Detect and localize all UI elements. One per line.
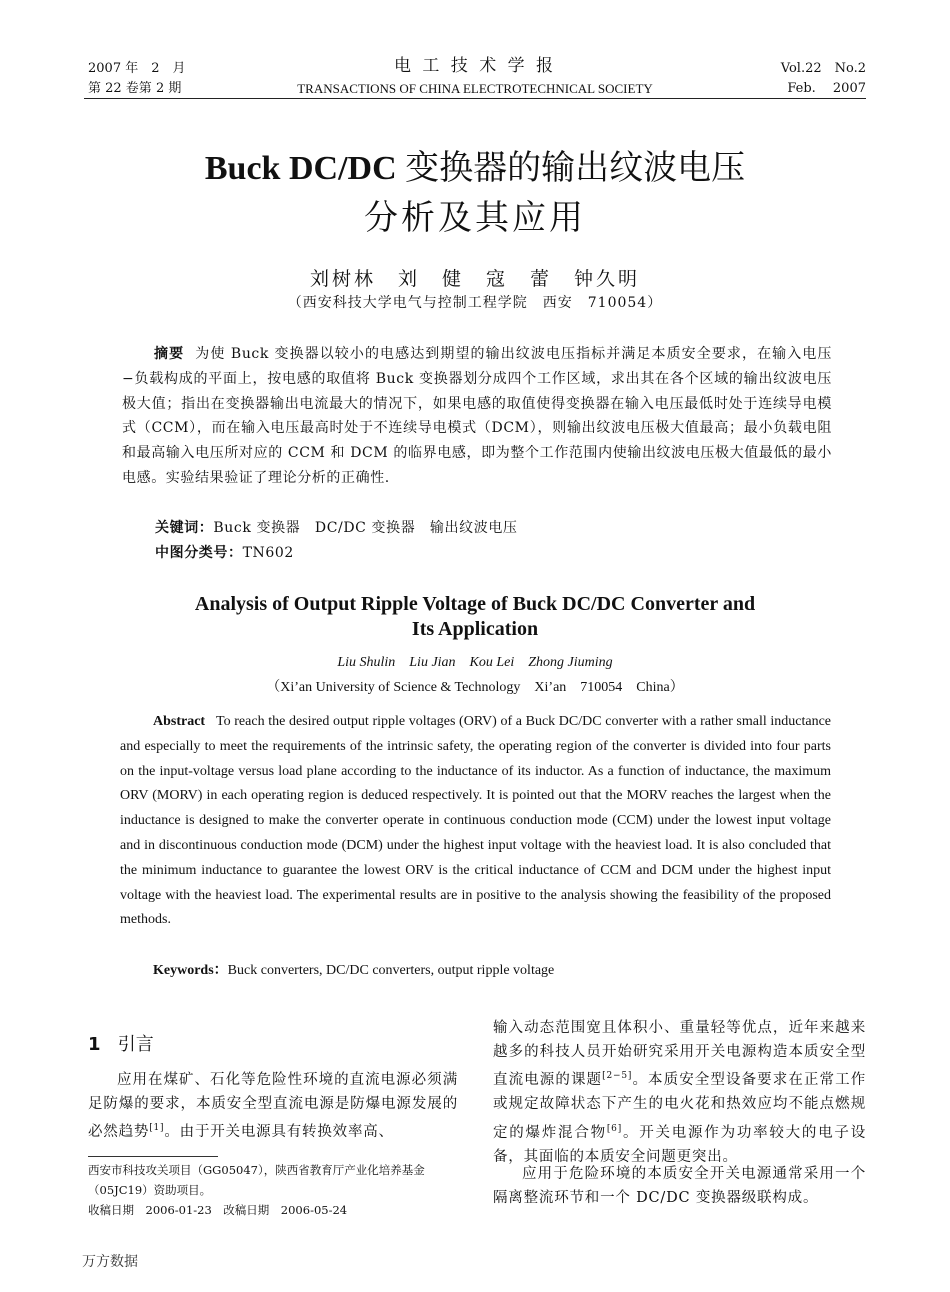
section-number: 1 <box>88 1034 101 1055</box>
clc-label: 中图分类号： <box>155 545 243 561</box>
intro-paragraph-left <box>88 1068 458 1144</box>
section-heading <box>88 1030 154 1056</box>
journal-name-en: TRANSACTIONS OF CHINA ELECTROTECHNICAL SOCIETY <box>297 81 653 96</box>
citation-1[interactable]: [1] <box>149 1123 165 1134</box>
abstract-cn-label: 摘要 <box>154 346 185 362</box>
title-cn: 变换器的输出纹波电压 <box>405 148 746 188</box>
intro-right-text-c: 。开关电源作为功率较大的电子设备，其面临的本质安全问题更突出。 <box>493 1124 866 1165</box>
authors-en: Liu Shulin Liu Jian Kou Lei Zhong Jiuming <box>337 655 613 670</box>
en-title-line1: Analysis of Output Ripple Voltage of Buck DC/DC Converter and <box>194 593 756 615</box>
abstract-en <box>120 710 831 933</box>
intro-paragraph-right-2: 应用于危险环境的本质安全开关电源通常采用一个隔离整流环节和一个 DC/DC 变换器级联构成。 <box>493 1166 866 1207</box>
clc-number <box>155 541 835 566</box>
affiliation-en: （Xi’an University of Science & Technology Xi’an 710054 China） <box>266 680 684 695</box>
header-date: 2007 年 2 月 <box>88 61 186 76</box>
abstract-cn-text: 为使 Buck 变换器以较小的电感达到期望的输出纹波电压指标并满足本质安全要求，在输入电压−负载构成的平面上，按电感的取值将 Buck 变换器划分成四个工作区域，求出其在各个区域的输出纹波电压极大值；指出在变换器输出电流最大的情况下，如果电感的取值使得变换器在输入电压最低时处于连续导电模式（CCM），而在输入电压最高时处于不连续导电模式（DCM），则输出纹波电压极大值最高；最小负载电阻和最高输入电压所对应的 CCM 和 DCM 的临界电感，即为整个工作范围内使输出纹波电压极大值最低的最小电感。实验结果验证了理论分析的正确性. <box>122 346 832 486</box>
abstract-en-text: To reach the desired output ripple voltages (ORV) of a Buck DC/DC converter with a rather small inductance and especially to meet the requirements of the intrinsic safety, the operating region of the converter is divided into four parts on the input-voltage versus load plane according to the inductance of its inductor. As a function of inductance, the maximum ORV (MORV) in each operating region is deduced respectively. It is pointed out that the MORV reaches the largest when the inductance is designed to make the converter operate in continuous conduction mode (CCM) under the lowest input voltage and in discontinuous conduction mode (DCM) under the highest input voltage with the heaviest load. It is also concluded that the minimum inductance to guarantee the lowest ORV is the critical inductance of CCM and DCM under the highest input voltage with the heaviest load. The experimental results are in positive to the analysis showing the feasibility of the proposed methods. <box>120 714 832 928</box>
header-rule <box>84 98 866 99</box>
header-vol-no: Vol.22 No.2 <box>780 61 866 76</box>
intro-right-text-a: 输入动态范围宽且体积小、重量轻等优点，近年来越来越多的科技人员开始研究采用开关电源构造本质安全型直流电源的课题 <box>493 1020 866 1089</box>
paper-title-line2: 分析及其应用 <box>364 198 586 238</box>
abstract-en-label: Abstract <box>153 714 206 729</box>
intro-right-text-b: 。本质安全型设备要求在正常工作或规定故障状态下产生的电火花和热效应均不能点燃规定的爆炸混合物 <box>493 1072 867 1141</box>
affiliation-cn: （西安科技大学电气与控制工程学院 西安 710054） <box>287 295 663 311</box>
keywords-cn-text: Buck 变换器 DC/DC 变换器 输出纹波电压 <box>213 520 518 536</box>
citation-2-5[interactable]: [2−5] <box>602 1071 633 1082</box>
keywords-cn-label: 关键词： <box>155 520 214 536</box>
header-volume-cn: 第 22 卷第 2 期 <box>88 81 182 96</box>
section-title: 引言 <box>117 1034 154 1055</box>
title-latin: Buck DC/DC <box>204 150 406 187</box>
footnote-dates: 收稿日期 2006-01-23 改稿日期 2006-05-24 <box>88 1203 348 1217</box>
journal-name-cn: 电 工 技 术 学 报 <box>393 56 557 76</box>
intro-left-tail: 。由于开关电源具有转换效率高、 <box>164 1124 394 1141</box>
en-title-line2: Its Application <box>411 618 539 640</box>
keywords-en-label: Keywords： <box>153 963 228 978</box>
footnote-funding: 西安市科技攻关项目（GG05047），陕西省教育厅产业化培养基金（05JC19）资助项目。 <box>88 1163 425 1197</box>
paper-title-line1 <box>0 146 950 191</box>
clc-text: TN602 <box>242 545 294 561</box>
intro-left-text: 应用在煤矿、石化等危险性环境的直流电源必须满足防爆的要求，本质安全型直流电源是防爆电源发展的必然趋势 <box>88 1072 458 1141</box>
watermark-text: 万方数据 <box>82 1254 138 1270</box>
footnote-rule <box>88 1156 218 1157</box>
header-month-year: Feb. 2007 <box>787 81 866 96</box>
intro-paragraph-right <box>493 1016 866 1169</box>
abstract-cn <box>122 342 832 491</box>
citation-6[interactable]: [6] <box>606 1123 623 1134</box>
keywords-cn <box>155 516 835 541</box>
keywords-en <box>153 959 833 984</box>
keywords-en-text: Buck converters, DC/DC converters, output ripple voltage <box>227 963 555 978</box>
authors-cn: 刘树林 刘 健 寇 蕾 钟久明 <box>309 268 640 290</box>
